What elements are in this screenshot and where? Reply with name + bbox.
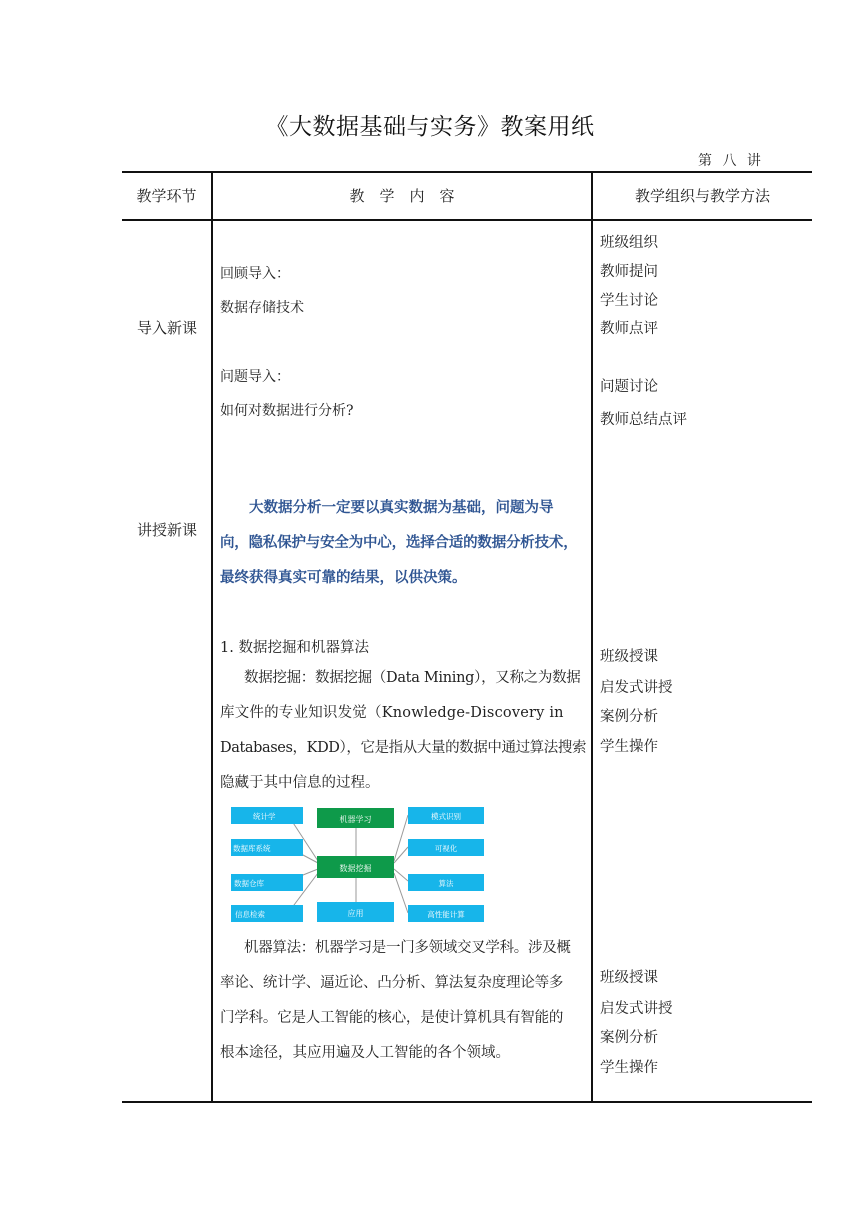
machine-learning-paragraph <box>220 931 586 1071</box>
diagram-node-visualization <box>408 839 484 856</box>
section-heading-data-mining: 1. 数据挖掘和机器算法 <box>220 640 369 656</box>
header-teaching-content: 教 学 内 容 <box>349 187 455 205</box>
key-point-line: 大数据分析一定要以真实数据为基础，问题为导 <box>249 499 554 516</box>
section-label-intro: 导入新课 <box>137 319 198 337</box>
svg-text:数据仓库: 数据仓库 <box>234 879 264 888</box>
key-point-line: 最终获得真实可靠的结果，以供决策。 <box>220 569 467 586</box>
method-item: 案例分析 <box>600 1030 658 1046</box>
question-text: 如何对数据进行分析? <box>220 403 354 419</box>
method-item: 学生操作 <box>600 739 658 755</box>
diagram-node-pattern-recognition <box>408 807 484 824</box>
paragraph-line: Databases，KDD），它是指从大量的数据中通过算法搜索 <box>220 740 587 756</box>
column-divider-2 <box>591 171 593 1103</box>
method-item: 问题讨论 <box>600 379 658 395</box>
key-point-line: 向，隐私保护与安全为中心，选择合适的数据分析技术， <box>220 534 578 551</box>
table-header-border <box>122 219 812 221</box>
method-item: 案例分析 <box>600 709 658 725</box>
diagram-node-database-system <box>231 839 303 856</box>
svg-text:数据库系统: 数据库系统 <box>233 844 271 853</box>
method-item: 教师提问 <box>600 264 658 280</box>
data-mining-paragraph <box>220 661 586 801</box>
svg-text:统计学: 统计学 <box>253 812 276 821</box>
header-teaching-method: 教学组织与教学方法 <box>634 187 770 205</box>
diagram-node-high-performance-computing <box>408 905 484 922</box>
paragraph-line: 机器算法：机器学习是一门多领域交叉学科。涉及概 <box>244 940 571 956</box>
document-title: 《大数据基础与实务》教案用纸 <box>265 114 595 140</box>
diagram-node-data-warehouse <box>231 874 303 891</box>
section-label-lecture: 讲授新课 <box>137 521 198 539</box>
method-item: 班级授课 <box>600 970 658 986</box>
method-item: 学生讨论 <box>600 293 658 309</box>
question-title: 问题导入： <box>220 369 290 385</box>
column-divider-1 <box>211 171 213 1103</box>
svg-text:机器学习: 机器学习 <box>339 815 372 824</box>
method-item: 启发式讲授 <box>600 1001 673 1017</box>
review-title: 回顾导入： <box>220 266 290 282</box>
svg-text:应用: 应用 <box>347 909 364 918</box>
svg-text:可视化: 可视化 <box>434 844 458 853</box>
paragraph-line: 率论、统计学、逼近论、凸分析、算法复杂度理论等多 <box>220 975 564 991</box>
table-bottom-border <box>122 1101 812 1103</box>
review-text: 数据存储技术 <box>220 300 304 316</box>
method-item: 班级组织 <box>600 235 658 251</box>
svg-text:数据挖掘: 数据挖掘 <box>339 864 372 873</box>
diagram-node-machine-learning <box>317 808 394 828</box>
diagram-node-algorithm <box>408 874 484 891</box>
method-item: 教师点评 <box>600 321 658 337</box>
method-item: 教师总结点评 <box>600 412 687 428</box>
paragraph-line: 库文件的专业知识发觉（Knowledge-Discovery in <box>220 705 564 721</box>
paragraph-line: 根本途径，其应用遍及人工智能的各个领域。 <box>220 1045 510 1061</box>
diagram-node-statistics <box>231 807 303 824</box>
svg-text:模式识别: 模式识别 <box>431 812 461 821</box>
svg-text:信息检索: 信息检索 <box>235 910 265 919</box>
header-teaching-stage: 教学环节 <box>136 187 197 205</box>
method-item: 学生操作 <box>600 1060 658 1076</box>
lecture-number: 第 八 讲 <box>698 153 764 169</box>
svg-text:高性能计算: 高性能计算 <box>427 910 465 919</box>
diagram-node-data-mining <box>317 856 394 878</box>
paragraph-line: 隐藏于其中信息的过程。 <box>220 775 380 791</box>
diagram-node-information-retrieval <box>231 905 303 922</box>
paragraph-line: 数据挖掘：数据挖掘（Data Mining），又称之为数据 <box>244 670 581 686</box>
diagram-node-application <box>317 902 394 922</box>
data-mining-diagram <box>228 801 488 927</box>
svg-text:算法: 算法 <box>438 879 454 888</box>
method-item: 班级授课 <box>600 649 658 665</box>
key-point-paragraph <box>220 490 586 595</box>
paragraph-line: 门学科。它是人工智能的核心，是使计算机具有智能的 <box>220 1010 564 1026</box>
method-item: 启发式讲授 <box>600 680 673 696</box>
